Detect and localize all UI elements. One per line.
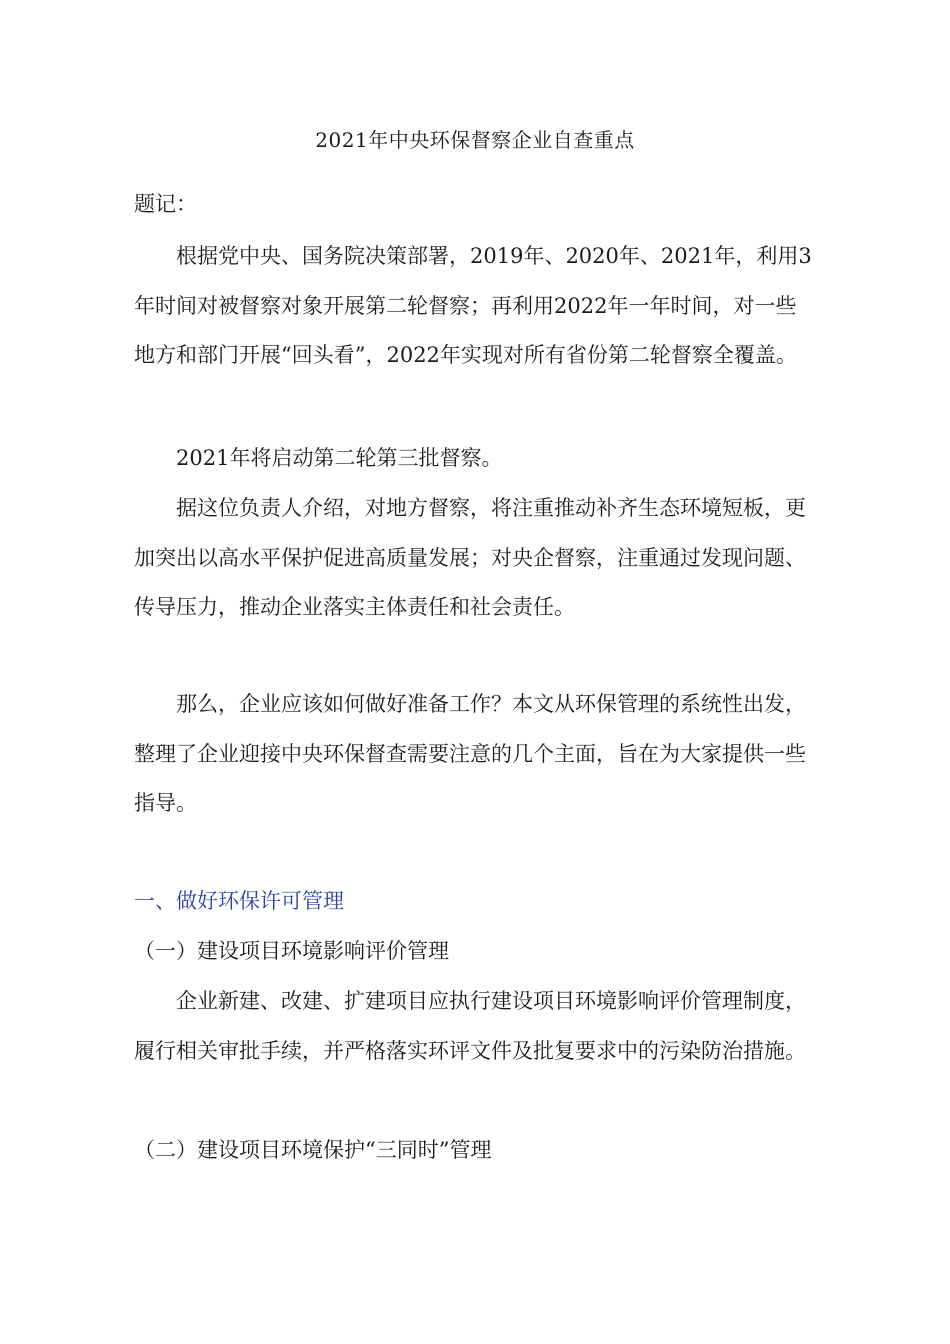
paragraph-preparation: 那么，企业应该如何做好准备工作？本文从环保管理的系统性出发，整理了企业迎接中央环保督查需要注意的几个主面，旨在为大家提供一些指导。 — [134, 692, 806, 815]
paragraph-third-batch: 2021年将启动第二轮第三批督察。 — [176, 446, 503, 470]
section-heading-permit-management: 一、做好环保许可管理 — [134, 889, 344, 913]
paragraph-eia-body: 企业新建、改建、扩建项目应执行建设项目环境影响评价管理制度，履行相关审批手续，并严格落实环评文件及批复要求中的污染防治措施。 — [134, 989, 806, 1063]
subheading-three-simultaneous: （二）建设项目环境保护“三同时”管理 — [134, 1138, 492, 1162]
intro-label: 题记： — [134, 192, 197, 216]
paragraph-policy-background: 根据党中央、国务院决策部署，2019年、2020年、2021年，利用3年时间对被督察对象开展第二轮督察；再利用2022年一年时间，对一些地方和部门开展“回头看”，2022年实现对所有省份第二轮督察全覆盖。 — [134, 244, 812, 367]
document-title: 2021年中央环保督察企业自查重点 — [315, 128, 635, 152]
paragraph-official-remarks: 据这位负责人介绍，对地方督察，将注重推动补齐生态环境短板，更加突出以高水平保护促进高质量发展；对央企督察，注重通过发现问题、传导压力，推动企业落实主体责任和社会责任。 — [134, 496, 806, 619]
subheading-eia-management: （一）建设项目环境影响评价管理 — [134, 939, 449, 963]
